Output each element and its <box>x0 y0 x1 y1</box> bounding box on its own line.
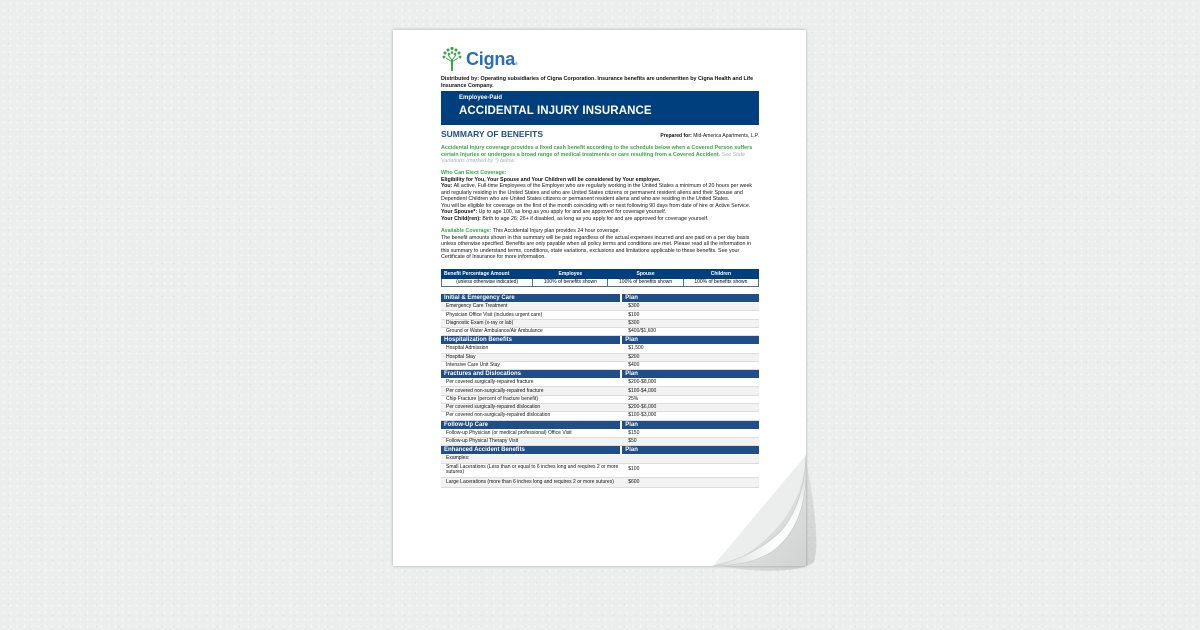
table-row <box>441 396 759 404</box>
benefit-name: Follow-up Physician (or medical professional) Office Visit <box>441 430 622 438</box>
cigna-logo-text: Cigna <box>466 48 516 69</box>
benefit-name: Per covered surgically-repaired fracture <box>441 379 622 387</box>
benefits-table <box>441 294 759 488</box>
benefit-amount: $200-$6,000 <box>622 404 759 412</box>
benefit-name: Per covered non-surgically-repaired dislocation <box>441 412 622 420</box>
benefit-section-header <box>441 421 759 430</box>
benefit-amounts-text: The benefit amounts shown in this summary will be paid regardless of the actual expenses incurred and are paid on a per day basis unless otherwise specified. Benefits are only payable when all policy terms and conditions are met. Please read all the information in this summary to understand terms, conditions, state variations, exclusions and limitations applicable to these benefits. See your Certificate of Insurance for more information. <box>441 234 752 261</box>
table-row <box>441 464 759 478</box>
table-row <box>441 354 759 362</box>
benefit-section-header <box>441 446 759 455</box>
banner-title: ACCIDENTAL INJURY INSURANCE <box>459 105 652 118</box>
section-plan-header: Plan <box>622 336 759 345</box>
table-row <box>441 320 759 328</box>
table-row <box>441 478 759 488</box>
benefit-name: Ground or Water Ambulance/Air Ambulance <box>441 328 622 336</box>
table-row <box>441 328 759 336</box>
table-row <box>441 362 759 370</box>
benefit-percentage-table <box>441 269 759 288</box>
benefit-name: Intensive Care Unit Stay <box>441 362 622 370</box>
table-row <box>441 455 759 463</box>
benefit-name: Large Lacerations (more than 6 inches long and requires 2 or more sutures) <box>441 478 622 488</box>
pct-header-row <box>442 269 759 278</box>
cigna-tree-logo-icon <box>441 46 463 72</box>
table-row <box>441 438 759 446</box>
benefit-name: Examples: <box>441 455 622 463</box>
banner-subtitle: Employee-Paid <box>459 95 503 102</box>
section-plan-header: Plan <box>622 294 759 303</box>
you-eligibility <box>441 183 759 203</box>
benefit-name: Emergency Care Treatment <box>441 303 622 311</box>
you-label: You: <box>441 183 453 190</box>
table-row <box>441 412 759 420</box>
benefit-amount: $300 <box>622 303 759 311</box>
eligibility-text: Eligibility for You, Your Spouse and Your Children will be considered by Your employer. <box>441 176 661 183</box>
benefit-amount: $50 <box>622 438 759 446</box>
pct-header-label: Benefit Percentage Amount <box>442 269 533 278</box>
section-title: Hospitalization Benefits <box>441 336 622 345</box>
benefit-section-header <box>441 370 759 379</box>
benefit-amount <box>622 455 759 463</box>
benefit-name: Hospital Admission <box>441 345 622 353</box>
benefit-amount: $100-$4,000 <box>622 387 759 395</box>
document-content <box>441 44 759 488</box>
benefit-amount: $150 <box>622 430 759 438</box>
table-row <box>441 303 759 311</box>
benefit-name: Follow-up Physical Therapy Visit <box>441 438 622 446</box>
summary-title: SUMMARY OF BENEFITS <box>441 129 544 140</box>
intro-text: Accidental Injury coverage provides a fixed cash benefit according to the schedule below when a Covered Person suffers certain Injuries or undergoes a broad range of medical treatments or care resulting from a Covered Accident. <box>441 145 753 158</box>
table-row <box>441 430 759 438</box>
child-text: Birth to age 26; 26+ if disabled, as long as you apply for and are approved for coverage yourself. <box>482 215 709 222</box>
child-label: Your Child(ren): <box>441 215 481 222</box>
benefit-amount: $600 <box>622 478 759 488</box>
pct-row-label: (unless otherwise indicated) <box>442 278 533 287</box>
benefit-name: Per covered non-surgically-repaired fracture <box>441 387 622 395</box>
document-page <box>393 30 806 566</box>
section-title: Fractures and Dislocations <box>441 370 622 379</box>
benefit-amount: $100 <box>622 464 759 478</box>
pct-header-children: Children <box>683 269 758 278</box>
spouse-text: Up to age 100, as long as you apply for and are approved for coverage yourself. <box>478 209 667 216</box>
state-variations-note: See State Variations (marked by *) below. <box>441 151 746 165</box>
section-plan-header: Plan <box>622 446 759 455</box>
summary-header <box>441 129 759 139</box>
benefit-amount: $1,500 <box>622 345 759 353</box>
table-row <box>441 345 759 353</box>
prepared-for <box>660 133 759 139</box>
benefit-amount: $300 <box>622 320 759 328</box>
child-eligibility <box>441 216 759 223</box>
distributed-by-text: Distributed by: Operating subsidiaries of Cigna Corporation. Insurance benefits are underwritten by Cigna Health and Life Insurance Company. <box>441 76 754 89</box>
table-row <box>441 387 759 395</box>
prepared-for-label: Prepared for: <box>660 133 692 140</box>
benefit-amount: $400 <box>622 362 759 370</box>
table-row <box>441 379 759 387</box>
benefit-name: Chip Fracture (percent of fracture benefit) <box>441 396 622 404</box>
intro-paragraph <box>441 145 759 165</box>
spouse-label: Your Spouse*: <box>441 209 478 216</box>
product-banner <box>441 91 759 125</box>
table-row <box>441 404 759 412</box>
benefit-name: Per covered surgically-repaired dislocation <box>441 404 622 412</box>
benefit-name: Hospital Stay <box>441 354 622 362</box>
benefit-amount: $400/$1,600 <box>622 328 759 336</box>
section-plan-header: Plan <box>622 370 759 379</box>
benefit-name: Small Lacerations (Less than or equal to 6 inches long and requires 2 or more sutures) <box>441 464 622 478</box>
benefit-name: Diagnostic Exam (x-ray or lab) <box>441 320 622 328</box>
section-plan-header: Plan <box>622 421 759 430</box>
section-title: Initial & Emergency Care <box>441 294 622 303</box>
benefit-amount: $200-$8,000 <box>622 379 759 387</box>
benefit-amount: $100-$3,000 <box>622 412 759 420</box>
pct-spouse-value: 100% of benefits shown <box>608 278 683 287</box>
prepared-for-value: Mid-America Apartments, L.P. <box>693 133 759 140</box>
registered-mark: ® <box>515 60 518 66</box>
benefit-name: Physician Office Visit (includes urgent care) <box>441 311 622 319</box>
benefit-amount: $100 <box>622 311 759 319</box>
cigna-logo <box>441 44 759 74</box>
benefit-section-header <box>441 336 759 345</box>
eligible-date-text: You will be eligible for coverage on the first of the month coinciding with or next following 90 days from date of hire or Active Service. <box>441 202 751 209</box>
pct-header-spouse: Spouse <box>608 269 683 278</box>
pct-children-value: 100% of benefits shown <box>683 278 758 287</box>
table-row <box>441 311 759 319</box>
pct-header-employee: Employee <box>533 269 608 278</box>
pct-value-row <box>442 278 759 287</box>
pct-employee-value: 100% of benefits shown <box>533 278 608 287</box>
who-can-elect-heading: Who Can Elect Coverage: <box>441 169 507 176</box>
benefit-amount: 25% <box>622 396 759 404</box>
you-text: All active, Full-time Employees of the Employer who are regularly working in the United States a minimum of 20 hours per week and regularly residing in the United States and who are United States citizens or permanent resident aliens and their Spouse and Dependent Children who are United States citizens or permanent resident aliens and who are residing in the United States. <box>441 183 753 203</box>
available-coverage-text: This Accidental Injury plan provides 24 hour coverage. <box>492 228 621 235</box>
section-title: Follow-Up Care <box>441 421 622 430</box>
section-title: Enhanced Accident Benefits <box>441 446 622 455</box>
benefit-section-header <box>441 294 759 303</box>
who-can-elect-section <box>441 177 759 223</box>
available-coverage-label: Available Coverage: <box>441 228 492 235</box>
benefit-amount: $200 <box>622 354 759 362</box>
available-coverage-section <box>441 228 759 261</box>
